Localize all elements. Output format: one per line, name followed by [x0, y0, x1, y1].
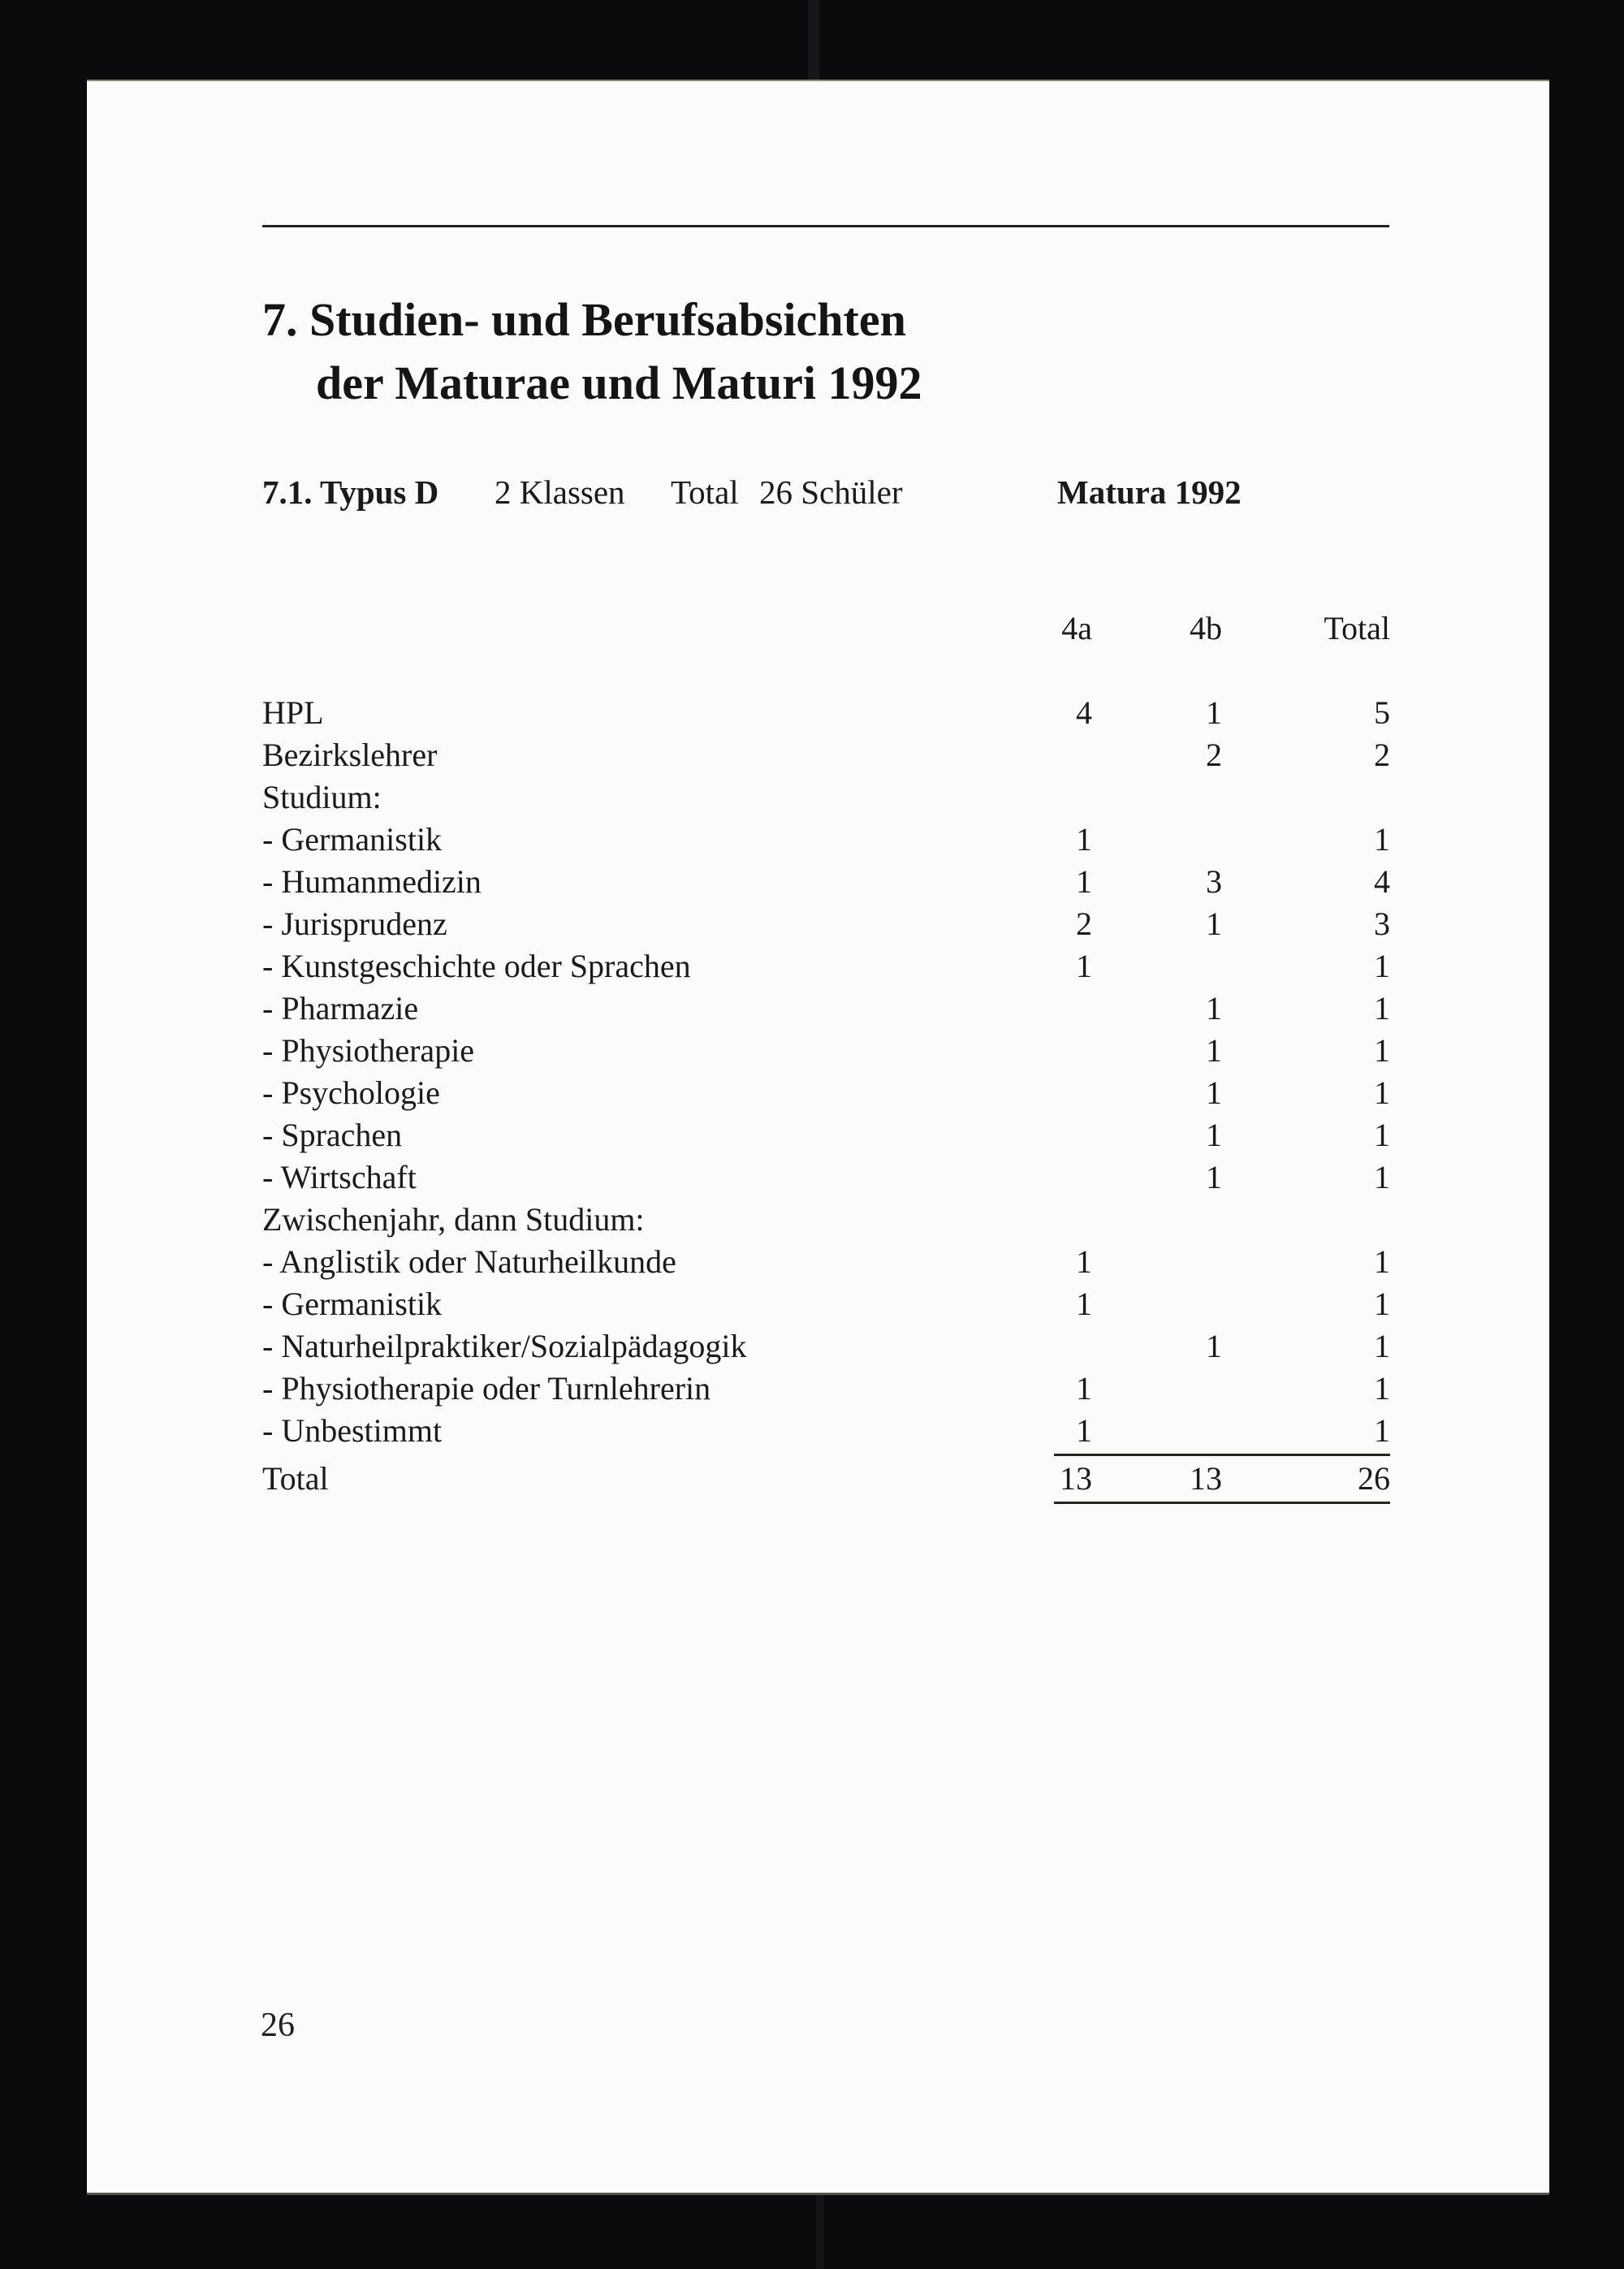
col-4a-value	[987, 988, 1092, 1030]
table-row	[262, 1199, 1390, 1241]
col-4b-value	[1092, 1199, 1222, 1241]
row-label: Bezirkslehrer	[262, 737, 438, 773]
column-header-total: Total	[1324, 610, 1390, 646]
row-label: - Germanistik	[262, 1286, 443, 1322]
col-total-value	[1222, 1199, 1390, 1241]
col-4b-value	[1092, 1368, 1222, 1410]
col-4a-value: 13	[1060, 1460, 1092, 1497]
row-label: - Sprachen	[262, 1117, 403, 1153]
page-number: 26	[261, 2007, 295, 2044]
table-spacer	[262, 650, 1390, 692]
header-label-cell	[262, 607, 987, 650]
col-4b-value	[1092, 776, 1222, 819]
table-row	[262, 734, 1390, 776]
table-row	[262, 945, 1390, 988]
col-4a-value	[987, 1156, 1092, 1199]
col-4b-value: 1	[1206, 1328, 1222, 1364]
col-4b-value: 1	[1206, 694, 1222, 731]
col-4a-value	[987, 734, 1092, 776]
table-header-row	[262, 607, 1390, 650]
col-total-value: 1	[1374, 990, 1390, 1026]
table-row	[262, 988, 1390, 1030]
col-4b-value: 1	[1206, 1032, 1222, 1069]
row-label: - Unbestimmt	[262, 1412, 443, 1449]
table-row	[262, 776, 1390, 819]
col-total-value: 1	[1374, 1243, 1390, 1280]
scan-artifact-top	[808, 0, 819, 81]
table-row	[262, 1241, 1390, 1283]
col-4b-value	[1092, 1241, 1222, 1283]
row-label: - Physiotherapie oder Turnlehrerin	[262, 1370, 711, 1407]
col-4a-value: 1	[1076, 1286, 1092, 1322]
student-count: 26 Schüler	[759, 473, 903, 511]
col-4a-value: 1	[1076, 863, 1092, 900]
col-4b-value: 13	[1190, 1460, 1222, 1497]
rule-line	[1054, 1454, 1390, 1456]
col-total-value: 2	[1374, 737, 1390, 773]
col-total-value: 1	[1374, 1370, 1390, 1407]
table-row	[262, 1156, 1390, 1199]
row-label: - Jurisprudenz	[262, 905, 447, 942]
col-4b-value: 2	[1206, 737, 1222, 773]
col-total-value: 1	[1374, 1328, 1390, 1364]
table-row	[262, 1410, 1390, 1452]
scan-artifact-bottom	[816, 2191, 824, 2269]
rule-line	[1054, 1502, 1390, 1504]
col-4b-value: 1	[1206, 905, 1222, 942]
col-4b-value: 1	[1206, 990, 1222, 1026]
col-4a-value: 1	[1076, 1243, 1092, 1280]
table-row	[262, 1030, 1390, 1072]
table-row	[262, 861, 1390, 903]
table-row	[262, 1283, 1390, 1325]
row-label: - Pharmazie	[262, 990, 419, 1026]
col-4b-value	[1092, 945, 1222, 988]
col-4a-value	[987, 1030, 1092, 1072]
col-4a-value	[987, 776, 1092, 819]
col-total-value: 1	[1374, 1074, 1390, 1111]
total-row	[262, 1458, 1390, 1500]
col-4b-value: 1	[1206, 1159, 1222, 1195]
col-total-value: 1	[1374, 1286, 1390, 1322]
col-total-value: 26	[1358, 1460, 1390, 1497]
total-rule-bottom	[262, 1500, 1390, 1506]
col-4a-value: 1	[1076, 1412, 1092, 1449]
col-total-value: 1	[1374, 1117, 1390, 1153]
row-label: Studium:	[262, 779, 382, 815]
class-count: 2 Klassen	[495, 473, 625, 511]
intentions-table	[262, 607, 1390, 1506]
col-4a-value: 1	[1076, 1370, 1092, 1407]
row-label: - Physiotherapie	[262, 1032, 475, 1069]
horizontal-rule	[262, 225, 1389, 227]
col-total-value: 1	[1374, 1412, 1390, 1449]
section-heading	[262, 288, 922, 415]
column-header-4a: 4a	[1061, 610, 1092, 646]
row-label: - Humanmedizin	[262, 863, 482, 900]
row-label: Zwischenjahr, dann Studium:	[262, 1201, 645, 1238]
col-total-value: 1	[1374, 821, 1390, 858]
col-4a-value: 4	[1076, 694, 1092, 731]
section-heading-line2: der Maturae und Maturi 1992	[316, 357, 922, 409]
col-total-value: 1	[1374, 1032, 1390, 1069]
col-4a-value	[987, 1199, 1092, 1241]
row-label: - Germanistik	[262, 821, 443, 858]
table-row	[262, 1072, 1390, 1114]
col-total-value: 3	[1374, 905, 1390, 942]
col-total-value: 4	[1374, 863, 1390, 900]
col-total-value: 5	[1374, 694, 1390, 731]
section-heading-line1: 7. Studien- und Berufsabsichten	[262, 293, 906, 346]
col-4a-value: 1	[1076, 821, 1092, 858]
col-4b-value	[1092, 1410, 1222, 1452]
row-label: - Naturheilpraktiker/Sozialpädagogik	[262, 1328, 747, 1364]
col-4a-value: 2	[1076, 905, 1092, 942]
col-4b-value: 1	[1206, 1117, 1222, 1153]
row-label: - Wirtschaft	[262, 1159, 417, 1195]
document-page	[87, 80, 1549, 2195]
col-4b-value	[1092, 1283, 1222, 1325]
subsection-line	[87, 471, 1549, 513]
total-rule-top	[262, 1452, 1390, 1458]
col-4a-value	[987, 1325, 1092, 1368]
table-body	[262, 692, 1390, 1452]
row-label: HPL	[262, 694, 324, 731]
table-row	[262, 819, 1390, 861]
total-label: Total	[671, 473, 739, 511]
row-label: - Kunstgeschichte oder Sprachen	[262, 948, 691, 984]
col-4b-value: 1	[1206, 1074, 1222, 1111]
col-4a-value: 1	[1076, 948, 1092, 984]
col-4b-value	[1092, 819, 1222, 861]
matura-label: Matura 1992	[1057, 473, 1242, 511]
col-total-value: 1	[1374, 1159, 1390, 1195]
table-row	[262, 903, 1390, 945]
table-row	[262, 1325, 1390, 1368]
table-row	[262, 1114, 1390, 1156]
row-label: - Anglistik oder Naturheilkunde	[262, 1243, 676, 1280]
subsection-number: 7.1. Typus D	[262, 473, 439, 511]
col-total-value: 1	[1374, 948, 1390, 984]
row-label: Total	[262, 1460, 329, 1497]
col-4a-value	[987, 1072, 1092, 1114]
col-total-value	[1222, 776, 1390, 819]
col-4a-value	[987, 1114, 1092, 1156]
column-header-4b: 4b	[1190, 610, 1222, 646]
row-label: - Psychologie	[262, 1074, 440, 1111]
table-row	[262, 692, 1390, 734]
col-4b-value: 3	[1206, 863, 1222, 900]
table-row	[262, 1368, 1390, 1410]
